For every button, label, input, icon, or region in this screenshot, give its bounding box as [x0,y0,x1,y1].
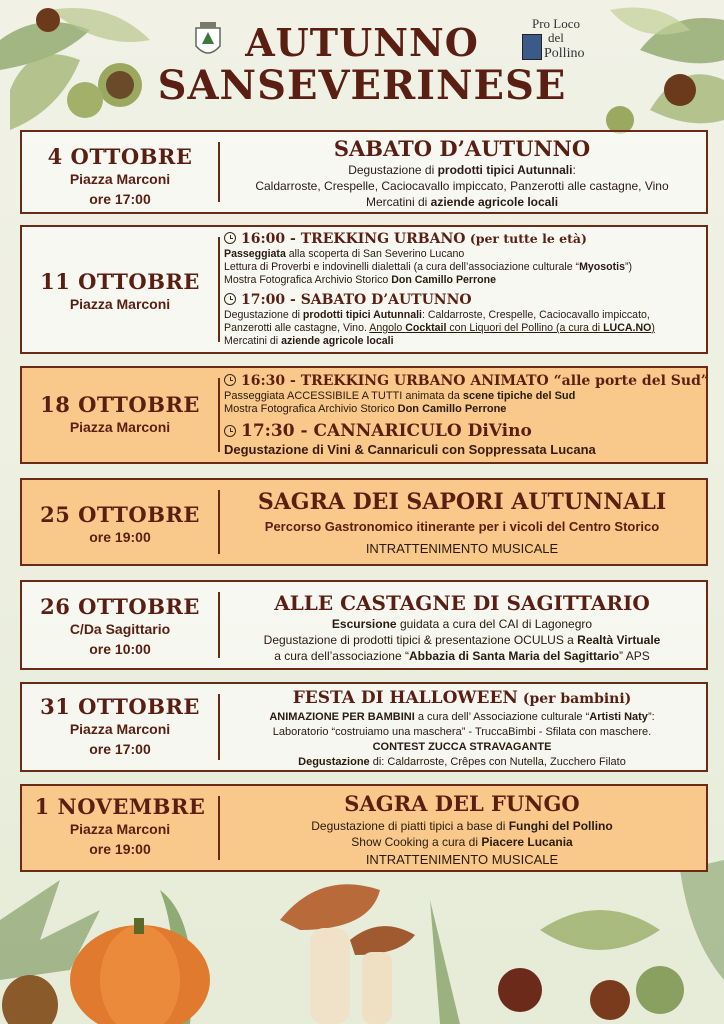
clock-icon [224,374,236,386]
page-title-line2: SANSEVERINESE [157,62,567,109]
event-title: FESTA DI HALLOWEEN (per bambini) [292,688,632,708]
event-details [222,132,702,212]
pollino-logo-icon [522,34,542,60]
event-time: ore 10:00 [89,641,151,657]
event-line: Panzerotti alle castagne, Vino. Angolo Cocktail con Liquori del Pollino (a cura di LUCA.NO) [224,322,655,334]
event-line: Mercatini di aziende agricole locali [224,335,394,347]
page-title-line1: AUTUNNO [245,20,479,65]
event-date: 26 OTTOBRE [40,594,200,619]
pro-loco-text-pollino: Pollino [544,46,585,61]
event-line: Degustazione di: Caldarroste, Crêpes con Nutella, Zucchero Filato [298,756,626,768]
event-line: CONTEST ZUCCA STRAVAGANTE [372,741,552,753]
event-place: Piazza Marconi [69,821,171,837]
event-date-block [22,582,218,668]
pro-loco-text-del: del [548,30,564,45]
event-line: Degustazione di piatti tipici a base di Funghi del Pollino [311,819,613,833]
event-line: Degustazione di prodotti tipici Autunnali: [348,163,576,177]
slot-title: 16:00 - TREKKING URBANO (per tutte le età) [224,230,702,248]
event-date-block [22,480,218,564]
event-details [222,227,702,352]
event-title: SABATO D’AUTUNNO [333,136,591,161]
event-card [20,784,708,872]
event-details [222,582,702,668]
event-line: Mostra Fotografica Archivio Storico Don Camillo Perrone [224,403,507,415]
event-title: SAGRA DEL FUNGO [344,791,580,816]
event-time: ore 17:00 [89,191,151,207]
event-date: 31 OTTOBRE [40,694,200,719]
event-date: 11 OTTOBRE [40,269,200,294]
event-card [20,580,708,670]
clock-icon [224,232,236,244]
event-date-block [22,786,218,870]
event-place: Piazza Marconi [69,171,171,187]
event-title: SAGRA DEI SAPORI AUTUNNALI [257,489,667,515]
event-title: ALLE CASTAGNE DI SAGITTARIO [274,591,650,615]
event-date: 18 OTTOBRE [40,392,200,417]
pro-loco-text: Pro Loco [532,16,581,31]
event-details [222,684,702,770]
chestnut-leaves-top-left-illustration [0,0,170,150]
event-place: Piazza Marconi [69,721,171,737]
event-card [20,682,708,772]
event-line: Escursione guidata a cura del CAI di Lagonegro [331,617,593,631]
event-line: INTRATTENIMENTO MUSICALE [365,541,559,556]
event-time: ore 17:00 [89,741,151,757]
event-line: Mostra Fotografica Archivio Storico Don Camillo Perrone [224,274,496,286]
divider [218,796,220,860]
event-date-block [22,132,218,212]
event-line: Show Cooking a cura di Piacere Lucania [351,835,573,849]
event-line: Mercatini di aziende agricole locali [365,195,559,209]
event-line: Degustazione di prodotti tipici Autunnali: Caldarroste, Crespelle, Caciocavallo impiccato, [224,309,650,321]
event-line: INTRATTENIMENTO MUSICALE [365,852,559,867]
event-details [222,368,709,462]
event-line: Degustazione di Vini & Cannariculi con Soppressata Lucana [224,442,596,457]
clock-icon [224,425,236,437]
autumn-bottom-illustration [0,860,724,1024]
event-line: Passeggiata alla scoperta di San Severino Lucano [224,248,465,260]
event-line: Degustazione di prodotti tipici & presentazione OCULUS a Realtà Virtuale [263,633,661,647]
divider [218,490,220,554]
event-card [20,478,708,566]
event-time: ore 19:00 [89,841,151,857]
divider [218,694,220,760]
event-card [20,130,708,214]
pro-loco-logo [518,16,606,64]
slot-title: 17:30 - CANNARICULO DiVino [224,420,702,442]
event-line: Lettura di Proverbi e indovinelli dialettali (a cura dell’associazione culturale “Myosotis”) [224,261,633,273]
event-date-block [22,227,218,352]
event-line: ANIMAZIONE PER BAMBINI a cura dell’ Associazione culturale “Artisti Naty”: [269,711,655,723]
divider [218,237,220,342]
event-date: 25 OTTOBRE [40,502,200,527]
event-line: Passeggiata ACCESSIBILE A TUTTI animata da scene tipiche del Sud [224,390,576,402]
divider [218,142,220,202]
slot-title: 16:30 - TREKKING URBANO ANIMATO “alle porte del Sud” [224,372,702,390]
event-card [20,225,708,354]
event-details [222,786,702,870]
divider [218,592,220,658]
event-date-block [22,368,218,462]
event-place: Piazza Marconi [69,419,171,435]
event-card [20,366,708,464]
event-details [222,480,702,564]
event-line: a cura dell’associazione “Abbazia di Santa Maria del Sagittario” APS [274,649,650,663]
event-time: ore 19:00 [89,529,151,545]
event-line: Percorso Gastronomico itinerante per i vicoli del Centro Storico [264,519,660,534]
slot-title: 17:00 - SABATO D’AUTUNNO [224,291,702,309]
event-date: 1 NOVEMBRE [34,794,206,819]
event-line: Laboratorio “costruiamo una maschera” - TruccaBimbi - Sfilata con maschere. [272,726,652,738]
event-date-block [22,684,218,770]
event-place: Piazza Marconi [69,296,171,312]
event-line: Caldarroste, Crespelle, Caciocavallo impiccato, Panzerotti alle castagne, Vino [255,179,669,193]
event-place: C/Da Sagittario [69,621,171,637]
divider [218,378,220,452]
event-date: 4 OTTOBRE [47,144,193,169]
clock-icon [224,293,236,305]
